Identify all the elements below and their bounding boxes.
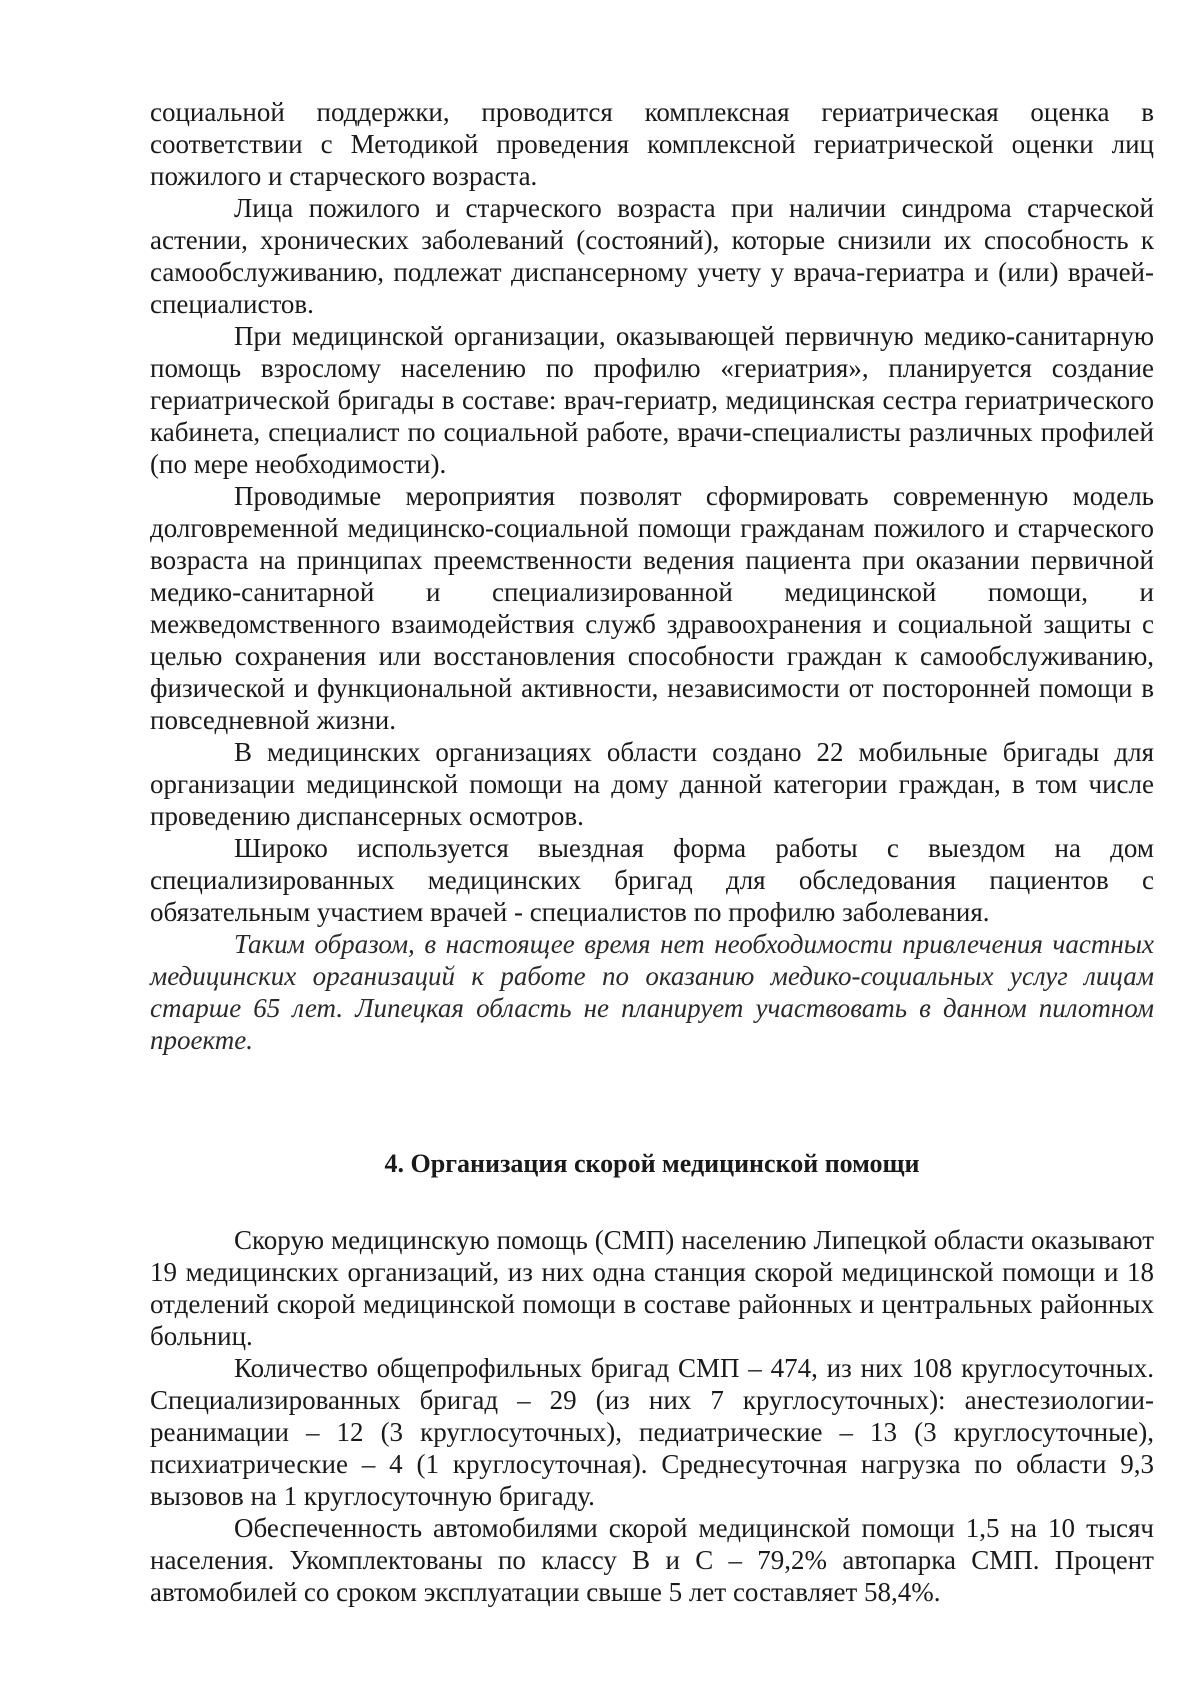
- paragraph-ambulance-fleet: Обеспеченность автомобилями скорой медицинской помощи 1,5 на 10 тысяч населения. Укомплектованы по классу В и С – 79,2% автопарка СМП. Процент автомобилей со сроком эксплуатации свыше 5 лет составляет 58,4%.: [150, 1513, 1154, 1607]
- paragraph-conclusion: Таким образом, в настоящее время нет необходимости привлечения частных медицинских организаций к работе по оказанию медико-социальных услуг лицам старше 65 лет. Липецкая область не планирует участвовать в данном пилотном проекте.: [150, 929, 1154, 1055]
- paragraph-field-work: Широко используется выездная форма работы с выездом на дом специализированных медицинских бригад для обследования пациентов с обязательным участием врачей - специалистов по профилю заболевания.: [150, 833, 1154, 927]
- paragraph-mobile-teams: В медицинских организациях области создано 22 мобильные бригады для организации медицинской помощи на дому данной категории граждан, в том числе проведению диспансерных осмотров.: [150, 737, 1154, 831]
- paragraph-geriatric-team: При медицинской организации, оказывающей первичную медико-санитарную помощь взрослому населению по профилю «гериатрия», планируется создание гериатрической бригады в составе: врач-гериатр, медицинская сестра гериатрического кабинета, специалист по социальной работе, врачи-специалисты различных профилей (по мере необходимости).: [150, 321, 1154, 479]
- paragraph-emergency-teams: Количество общепрофильных бригад СМП – 474, из них 108 круглосуточных. Специализированных бригад – 29 (из них 7 круглосуточных): анестезиологии-реанимации – 12 (3 круглосуточных), педиатрические – 13 (3 круглосуточные), психиатрические – 4 (1 круглосуточная). Среднесуточная нагрузка по области 9,3 вызовов на 1 круглосуточную бригаду.: [150, 1353, 1154, 1511]
- paragraph-dispensary-registration: Лица пожилого и старческого возраста при наличии синдрома старческой астении, хронических заболеваний (состояний), которые снизили их способность к самообслуживанию, подлежат диспансерному учету у врача-гериатра и (или) врачей-специалистов.: [150, 193, 1154, 319]
- paragraph-care-model: Проводимые мероприятия позволят сформировать современную модель долговременной медицинско-социальной помощи гражданам пожилого и старческого возраста на принципах преемственности ведения пациента при оказании первичной медико-санитарной и специализированной медицинской помощи, и межведомственного взаимодействия служб здравоохранения и социальной защиты с целью сохранения или восстановления способности граждан к самообслуживанию, физической и функциональной активности, независимости от посторонней помощи в повседневной жизни.: [150, 481, 1154, 735]
- document-page: [150, 96, 1154, 1608]
- paragraph-emergency-organizations: Скорую медицинскую помощь (СМП) населению Липецкой области оказывают 19 медицинских организаций, из них одна станция скорой медицинской помощи и 18 отделений скорой медицинской помощи в составе районных и центральных районных больниц.: [150, 1225, 1154, 1351]
- section-title: 4. Организация скорой медицинской помощи: [384, 1149, 920, 1178]
- paragraph-geriatric-assessment: социальной поддержки, проводится комплексная гериатрическая оценка в соответствии с Методикой проведения комплексной гериатрической оценки лиц пожилого и старческого возраста.: [150, 97, 1154, 191]
